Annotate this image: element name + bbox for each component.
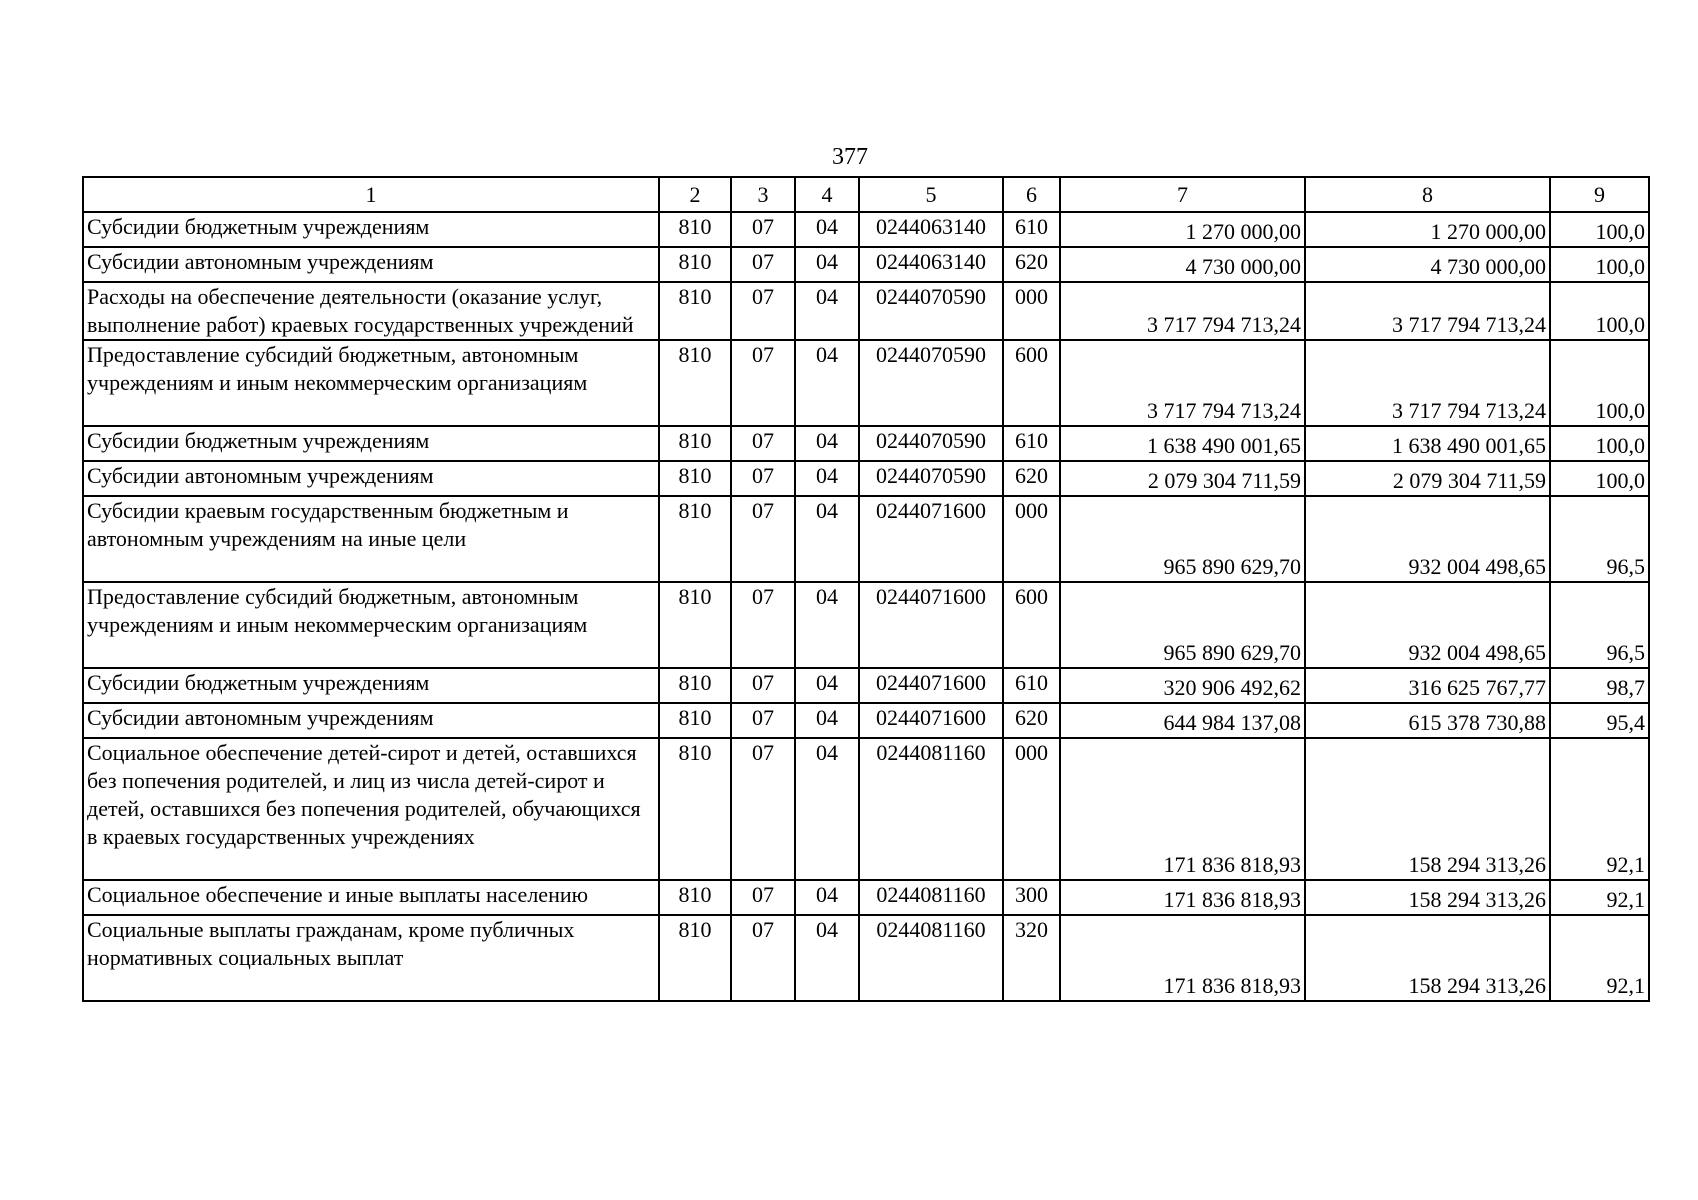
table-row [83,247,1649,282]
percent-cell: 96,5 [1550,496,1649,582]
row-name: Субсидии бюджетным учреждениям [83,212,659,247]
code-cell: 810 [659,212,731,247]
row-name: Субсидии краевым государственным бюджетным и автономным учреждениям на иные цели [83,496,659,582]
code-cell: 07 [731,668,795,703]
table-row [83,340,1649,426]
row-name: Социальные выплаты гражданам, кроме публичных нормативных социальных выплат [83,915,659,1001]
row-name: Субсидии бюджетным учреждениям [83,426,659,461]
percent-cell: 98,7 [1550,668,1649,703]
code-cell: 320 [1003,915,1060,1001]
amount-cell: 932 004 498,65 [1305,496,1550,582]
percent-cell: 96,5 [1550,582,1649,668]
code-cell: 07 [731,461,795,496]
row-name: Субсидии бюджетным учреждениям [83,668,659,703]
percent-cell: 100,0 [1550,247,1649,282]
code-cell: 07 [731,426,795,461]
amount-cell: 3 717 794 713,24 [1305,282,1550,340]
code-cell: 07 [731,340,795,426]
code-cell: 000 [1003,496,1060,582]
table-row [83,703,1649,738]
code-cell: 620 [1003,247,1060,282]
code-cell: 04 [795,915,859,1001]
amount-cell: 3 717 794 713,24 [1060,282,1305,340]
code-cell: 04 [795,247,859,282]
page-number: 377 [832,144,868,170]
amount-cell: 1 270 000,00 [1060,212,1305,247]
code-cell: 07 [731,582,795,668]
code-cell: 0244071600 [859,668,1003,703]
code-cell: 07 [731,703,795,738]
code-cell: 07 [731,496,795,582]
row-name: Предоставление субсидий бюджетным, автономным учреждениям и иным некоммерческим организациям [83,340,659,426]
amount-cell: 158 294 313,26 [1305,738,1550,880]
amount-cell: 1 638 490 001,65 [1305,426,1550,461]
budget-table [82,176,1650,1002]
code-cell: 04 [795,582,859,668]
amount-cell: 965 890 629,70 [1060,582,1305,668]
code-cell: 810 [659,461,731,496]
percent-cell: 100,0 [1550,212,1649,247]
row-name: Субсидии автономным учреждениям [83,703,659,738]
code-cell: 04 [795,668,859,703]
column-header: 3 [731,177,795,212]
header-row [83,177,1649,212]
table-row [83,668,1649,703]
code-cell: 07 [731,880,795,915]
table-row [83,496,1649,582]
code-cell: 0244081160 [859,915,1003,1001]
code-cell: 300 [1003,880,1060,915]
amount-cell: 158 294 313,26 [1305,915,1550,1001]
code-cell: 0244071600 [859,582,1003,668]
code-cell: 810 [659,340,731,426]
percent-cell: 100,0 [1550,426,1649,461]
code-cell: 0244070590 [859,340,1003,426]
code-cell: 0244070590 [859,426,1003,461]
row-name: Расходы на обеспечение деятельности (оказание услуг, выполнение работ) краевых государственных учреждений [83,282,659,340]
code-cell: 04 [795,426,859,461]
code-cell: 620 [1003,703,1060,738]
table-row [83,282,1649,340]
code-cell: 0244063140 [859,212,1003,247]
code-cell: 07 [731,282,795,340]
code-cell: 600 [1003,340,1060,426]
table-row [83,582,1649,668]
code-cell: 810 [659,915,731,1001]
column-header: 1 [83,177,659,212]
code-cell: 07 [731,915,795,1001]
code-cell: 810 [659,703,731,738]
amount-cell: 615 378 730,88 [1305,703,1550,738]
amount-cell: 158 294 313,26 [1305,880,1550,915]
column-header: 8 [1305,177,1550,212]
percent-cell: 92,1 [1550,915,1649,1001]
code-cell: 04 [795,340,859,426]
code-cell: 810 [659,247,731,282]
amount-cell: 965 890 629,70 [1060,496,1305,582]
amount-cell: 1 270 000,00 [1305,212,1550,247]
code-cell: 600 [1003,582,1060,668]
code-cell: 07 [731,738,795,880]
code-cell: 610 [1003,212,1060,247]
amount-cell: 2 079 304 711,59 [1060,461,1305,496]
code-cell: 000 [1003,738,1060,880]
code-cell: 810 [659,738,731,880]
column-header: 5 [859,177,1003,212]
row-name: Социальное обеспечение и иные выплаты населению [83,880,659,915]
row-name: Социальное обеспечение детей-сирот и детей, оставшихся без попечения родителей, и лиц из числа детей-сирот и детей, оставшихся без попечения родителей, обучающихся в краевых государственных учреждениях [83,738,659,880]
amount-cell: 4 730 000,00 [1305,247,1550,282]
amount-cell: 171 836 818,93 [1060,738,1305,880]
amount-cell: 3 717 794 713,24 [1060,340,1305,426]
percent-cell: 100,0 [1550,282,1649,340]
percent-cell: 100,0 [1550,340,1649,426]
code-cell: 04 [795,212,859,247]
code-cell: 610 [1003,426,1060,461]
amount-cell: 932 004 498,65 [1305,582,1550,668]
amount-cell: 316 625 767,77 [1305,668,1550,703]
code-cell: 810 [659,880,731,915]
code-cell: 810 [659,282,731,340]
code-cell: 610 [1003,668,1060,703]
code-cell: 0244071600 [859,496,1003,582]
table-row [83,212,1649,247]
code-cell: 810 [659,582,731,668]
code-cell: 810 [659,426,731,461]
code-cell: 0244070590 [859,461,1003,496]
amount-cell: 644 984 137,08 [1060,703,1305,738]
table-row [83,461,1649,496]
column-header: 2 [659,177,731,212]
code-cell: 04 [795,282,859,340]
column-header: 9 [1550,177,1649,212]
table-row [83,880,1649,915]
code-cell: 810 [659,496,731,582]
code-cell: 04 [795,880,859,915]
code-cell: 0244071600 [859,703,1003,738]
column-header: 4 [795,177,859,212]
code-cell: 0244081160 [859,880,1003,915]
code-cell: 04 [795,703,859,738]
table-row [83,915,1649,1001]
column-header: 6 [1003,177,1060,212]
row-name: Предоставление субсидий бюджетным, автономным учреждениям и иным некоммерческим организациям [83,582,659,668]
code-cell: 04 [795,461,859,496]
code-cell: 04 [795,738,859,880]
percent-cell: 100,0 [1550,461,1649,496]
amount-cell: 2 079 304 711,59 [1305,461,1550,496]
row-name: Субсидии автономным учреждениям [83,247,659,282]
amount-cell: 171 836 818,93 [1060,880,1305,915]
amount-cell: 3 717 794 713,24 [1305,340,1550,426]
amount-cell: 1 638 490 001,65 [1060,426,1305,461]
percent-cell: 92,1 [1550,880,1649,915]
column-header: 7 [1060,177,1305,212]
code-cell: 07 [731,247,795,282]
percent-cell: 92,1 [1550,738,1649,880]
amount-cell: 320 906 492,62 [1060,668,1305,703]
amount-cell: 171 836 818,93 [1060,915,1305,1001]
code-cell: 810 [659,668,731,703]
table-row [83,426,1649,461]
code-cell: 0244081160 [859,738,1003,880]
table-row [83,738,1649,880]
code-cell: 04 [795,496,859,582]
code-cell: 620 [1003,461,1060,496]
code-cell: 07 [731,212,795,247]
code-cell: 000 [1003,282,1060,340]
percent-cell: 95,4 [1550,703,1649,738]
amount-cell: 4 730 000,00 [1060,247,1305,282]
code-cell: 0244063140 [859,247,1003,282]
code-cell: 0244070590 [859,282,1003,340]
row-name: Субсидии автономным учреждениям [83,461,659,496]
